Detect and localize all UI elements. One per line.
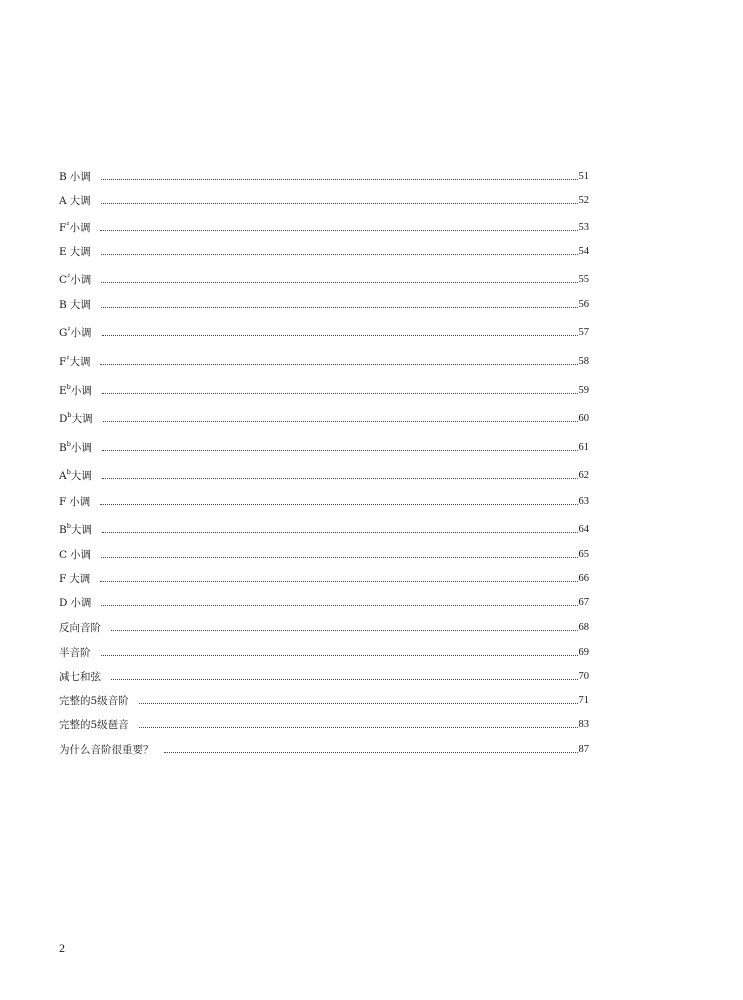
toc-entry[interactable] <box>59 242 589 258</box>
toc-entry[interactable] <box>59 740 589 756</box>
dot-leader <box>101 254 578 255</box>
toc-entry-title <box>59 413 93 425</box>
dot-leader <box>100 230 577 231</box>
toc-entry-page: 58 <box>578 356 589 367</box>
toc-entry[interactable] <box>59 520 589 536</box>
toc-entry-title <box>59 442 92 454</box>
toc-entry[interactable] <box>59 352 589 368</box>
toc-entry-note: A <box>59 470 67 482</box>
toc-entry-note: B <box>59 171 67 183</box>
toc-entry-note: G <box>59 327 68 339</box>
toc-entry[interactable] <box>59 691 589 707</box>
toc-entry-title <box>59 327 92 339</box>
toc-entry-note: F <box>59 496 67 508</box>
dot-leader <box>139 727 578 728</box>
toc-entry-label: 小调 <box>69 222 91 234</box>
toc-entry-note: C <box>59 549 68 561</box>
toc-entry-label: 大调 <box>70 524 92 536</box>
dot-leader <box>102 335 578 336</box>
toc-entry-label: 半音阶 <box>59 647 91 659</box>
toc-entry-page: 83 <box>578 719 589 730</box>
dot-leader <box>111 630 578 631</box>
toc-entry-title <box>59 171 91 183</box>
toc-entry[interactable] <box>59 191 589 207</box>
page-number: 2 <box>59 941 65 955</box>
toc-entry-page: 51 <box>578 171 589 182</box>
toc-entry-page: 55 <box>578 274 589 285</box>
toc-entry-label: 大调 <box>69 299 91 311</box>
toc-entry-page: 52 <box>578 195 589 206</box>
toc-entry-page: 63 <box>578 496 589 507</box>
toc-entry-note: F <box>59 573 67 585</box>
toc-entry-page: 60 <box>578 413 589 424</box>
dot-leader <box>100 504 577 505</box>
toc-entry-title <box>59 597 91 609</box>
toc-entry[interactable] <box>59 295 589 311</box>
toc-entry-page: 53 <box>578 222 589 233</box>
toc-entry-note: E <box>59 246 67 258</box>
dot-leader <box>101 179 578 180</box>
toc-entry-page: 59 <box>578 385 589 396</box>
toc-entry-title <box>59 744 154 756</box>
toc-entry[interactable] <box>59 270 589 286</box>
toc-entry[interactable] <box>59 438 589 454</box>
toc-entry-title <box>59 385 92 397</box>
dot-leader <box>102 478 578 479</box>
toc-entry[interactable] <box>59 492 589 508</box>
toc-entry-title <box>59 524 92 536</box>
toc-entry-label: 小调 <box>70 442 92 454</box>
toc-entry-note: B <box>59 442 67 454</box>
toc-entry-page: 70 <box>578 671 589 682</box>
toc-entry-accidental: ♯ <box>66 354 70 362</box>
toc-entry-title <box>59 622 101 634</box>
dot-leader <box>102 393 578 394</box>
toc-entry-title <box>59 356 90 368</box>
toc-entry[interactable] <box>59 218 589 234</box>
toc-entry-title <box>59 671 101 683</box>
toc-entry-accidental: ♯ <box>67 272 71 280</box>
toc-entry-page: 67 <box>578 597 589 608</box>
toc-entry-accidental: b <box>66 522 71 530</box>
toc-entry-note: F <box>59 222 67 234</box>
dot-leader <box>100 364 577 365</box>
toc-entry[interactable] <box>59 569 589 585</box>
dot-leader <box>101 203 578 204</box>
toc-entry-accidental: b <box>66 440 71 448</box>
toc-entry-label: 小调 <box>70 385 92 397</box>
toc-entry-accidental: ♯ <box>67 325 71 333</box>
toc-entry[interactable] <box>59 545 589 561</box>
toc-entry-note: C <box>59 274 68 286</box>
toc-entry-title <box>59 246 91 258</box>
toc-entry-note: B <box>59 299 67 311</box>
toc-entry-page: 61 <box>578 442 589 453</box>
dot-leader <box>100 581 577 582</box>
toc-entry-page: 62 <box>578 470 589 481</box>
toc-entry-note: F <box>59 356 67 368</box>
toc-entry-accidental: b <box>66 468 71 476</box>
toc-entry-label: 小调 <box>70 274 92 286</box>
toc-entry-title <box>59 573 90 585</box>
toc-entry-note: E <box>59 385 67 397</box>
toc-entry-page: 69 <box>578 647 589 658</box>
toc-entry-page: 71 <box>578 695 589 706</box>
toc-entry-note: A <box>59 195 67 207</box>
toc-entry-accidental: b <box>67 411 72 419</box>
toc-entry-label: 小调 <box>70 549 92 561</box>
toc-entry-label: 大调 <box>70 470 92 482</box>
toc-entry-title <box>59 274 91 286</box>
dot-leader <box>164 752 578 753</box>
toc-entry-label: 完整的5级音阶 <box>59 695 129 707</box>
toc-entry-label: 减七和弦 <box>59 671 101 683</box>
toc-entry[interactable] <box>59 167 589 183</box>
dot-leader <box>101 655 578 656</box>
toc-entry[interactable] <box>59 409 589 425</box>
toc-entry-note: D <box>59 413 68 425</box>
dot-leader <box>111 679 578 680</box>
toc-entry-label: 为什么音阶很重要？ <box>59 744 154 756</box>
toc-entry-accidental: b <box>66 383 71 391</box>
toc-entry-label: 大调 <box>71 413 93 425</box>
toc-entry-title <box>59 222 90 234</box>
toc-entry-page: 54 <box>578 246 589 257</box>
toc-entry-label: 大调 <box>69 195 91 207</box>
dot-leader <box>103 421 578 422</box>
toc-entry-label: 小调 <box>70 597 92 609</box>
toc-entry-label: 小调 <box>70 327 92 339</box>
toc-entry-label: 大调 <box>69 246 91 258</box>
dot-leader <box>139 703 578 704</box>
dot-leader <box>101 282 577 283</box>
toc-entry-title <box>59 496 90 508</box>
toc-entry-label: 小调 <box>69 171 91 183</box>
toc-entry-page: 64 <box>578 524 589 535</box>
toc-entry-page: 66 <box>578 573 589 584</box>
toc-entry[interactable] <box>59 643 589 659</box>
toc-entry-title <box>59 549 91 561</box>
toc-entry-page: 65 <box>578 549 589 560</box>
toc-entry[interactable] <box>59 715 589 731</box>
toc-entry-page: 56 <box>578 299 589 310</box>
toc-entry-note: B <box>59 524 67 536</box>
toc-entry-page: 68 <box>578 622 589 633</box>
toc-entry-note: D <box>59 597 68 609</box>
dot-leader <box>101 605 577 606</box>
toc-entry-label: 完整的5级琶音 <box>59 719 129 731</box>
toc-entry-page: 87 <box>578 744 589 755</box>
toc-entry[interactable] <box>59 466 589 482</box>
toc-entry-label: 大调 <box>69 356 91 368</box>
dot-leader <box>101 557 577 558</box>
toc-entry-title <box>59 647 91 659</box>
dot-leader <box>101 307 578 308</box>
toc-entry-label: 大调 <box>69 573 91 585</box>
toc-entry[interactable] <box>59 323 589 339</box>
toc-entry-title <box>59 719 129 731</box>
dot-leader <box>102 450 578 451</box>
toc-entry-label: 小调 <box>69 496 91 508</box>
dot-leader <box>102 532 578 533</box>
toc-entry-title <box>59 195 91 207</box>
toc-entry-label: 反向音阶 <box>59 622 101 634</box>
toc-entry-title <box>59 299 91 311</box>
toc-entry[interactable] <box>59 593 589 609</box>
toc-entry-title <box>59 695 129 707</box>
toc-entry[interactable] <box>59 381 589 397</box>
toc-entry[interactable] <box>59 667 589 683</box>
toc-entry[interactable] <box>59 618 589 634</box>
toc-entry-accidental: ♯ <box>66 220 70 228</box>
toc-entry-title <box>59 470 92 482</box>
toc-entry-page: 57 <box>578 327 589 338</box>
